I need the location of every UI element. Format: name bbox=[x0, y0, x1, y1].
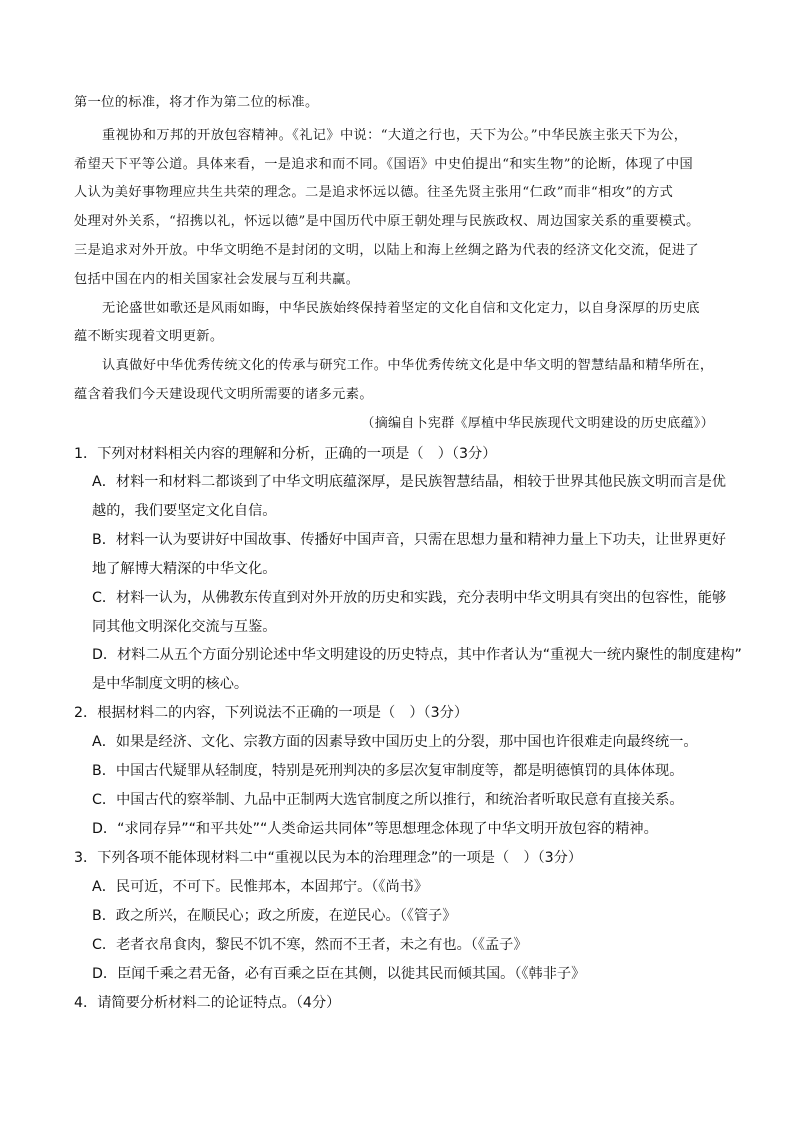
question-1-option-d-cont: 是中华制度文明的核心。 bbox=[92, 676, 249, 692]
question-4-stem: 4．请简要分析材料二的论证特点。（4分） bbox=[74, 995, 341, 1011]
question-1-option-a: A．材料一和材料二都谈到了中华文明底蕴深厚，是民族智慧结晶，相较于世界其他民族文明而言是优 bbox=[92, 474, 726, 490]
question-2-stem: 2．根据材料二的内容，下列说法不正确的一项是（ ）（3分） bbox=[74, 705, 469, 721]
question-2-option-d: D．“求同存异”“和平共处”“人类命运共同体”等思想理念体现了中华文明开放包容的精神。 bbox=[92, 821, 658, 837]
question-3-option-c: C．老者衣帛食肉，黎民不饥不寒，然而不王者，未之有也。（《孟子》 bbox=[92, 937, 528, 953]
passage-source: （摘编自卜宪群《厚植中华民族现代文明建设的历史底蕴》） bbox=[361, 416, 714, 431]
question-3-stem: 3．下列各项不能体现材料二中“重视以民为本的治理理念”的一项是（ ）（3分） bbox=[74, 850, 583, 866]
passage-line: 希望天下平等公道。具体来看，一是追求和而不同。《国语》中史伯提出“和实生物”的论断，体现了中国 bbox=[74, 157, 694, 172]
passage-line: 处理对外关系，“招携以礼，怀远以德”是中国历代中原王朝处理与民族政权、周边国家关系的重要模式。 bbox=[74, 214, 700, 229]
passage-line: 三是追求对外开放。中华文明绝不是封闭的文明，以陆上和海上丝绸之路为代表的经济文化交流，促进了 bbox=[74, 243, 700, 258]
question-2-option-c: C．中国古代的察举制、九品中正制两大选官制度之所以推行，和统治者听取民意有直接关系。 bbox=[92, 792, 684, 808]
question-1-option-d: D．材料二从五个方面分别论述中华文明建设的历史特点，其中作者认为“重视大一统内聚性的制度建构” bbox=[92, 647, 742, 663]
question-1-option-b: B．材料一认为要讲好中国故事、传播好中国声音，只需在思想力量和精神力量上下功夫，让世界更好 bbox=[92, 532, 726, 548]
question-1-option-b-cont: 地了解博大精深的中华文化。 bbox=[92, 561, 277, 577]
passage-line: 认真做好中华优秀传统文化的传承与研究工作。中华优秀传统文化是中华文明的智慧结晶和精华所在， bbox=[102, 358, 714, 373]
question-1-option-a-cont: 越的，我们要坚定文化自信。 bbox=[92, 503, 277, 519]
question-2-option-b: B．中国古代疑罪从轻制度，特别是死刑判决的多层次复审制度等，都是明德慎罚的具体体现。 bbox=[92, 763, 684, 779]
question-3-option-b: B．政之所兴，在顺民心；政之所废，在逆民心。（《管子》 bbox=[92, 908, 457, 924]
question-2-option-a: A．如果是经济、文化、宗教方面的因素导致中国历史上的分裂，那中国也许很难走向最终统一。 bbox=[92, 734, 698, 750]
question-1-stem: 1．下列对材料相关内容的理解和分析，正确的一项是（ ）（3分） bbox=[74, 446, 497, 462]
passage-line: 第一位的标准，将才作为第二位的标准。 bbox=[74, 95, 319, 110]
passage-line: 蕴含着我们今天建设现代文明所需要的诸多元素。 bbox=[74, 387, 373, 402]
question-1-option-c-cont: 同其他文明深化交流与互鉴。 bbox=[92, 619, 277, 635]
question-3-option-a: A．民可近，不可下。民惟邦本，本固邦宁。（《尚书》 bbox=[92, 879, 429, 895]
question-3-option-d: D．臣闻千乘之君无备，必有百乘之臣在其侧，以徙其民而倾其国。（《韩非子》 bbox=[92, 966, 586, 982]
passage-line: 人认为美好事物理应共生共荣的理念。二是追求怀远以德。往圣先贤主张用“仁政”而非“相攻”的方式 bbox=[74, 185, 674, 200]
passage-line: 重视协和万邦的开放包容精神。《礼记》中说：“大道之行也，天下为公。”中华民族主张天下为公， bbox=[102, 128, 688, 143]
passage-line: 无论盛世如歌还是风雨如晦，中华民族始终保持着坚定的文化自信和文化定力，以自身深厚的历史底 bbox=[102, 301, 700, 316]
passage-line: 包括中国在内的相关国家社会发展与互利共赢。 bbox=[74, 272, 360, 287]
question-1-option-c: C．材料一认为，从佛教东传直到对外开放的历史和实践，充分表明中华文明具有突出的包容性，能够 bbox=[92, 590, 727, 606]
passage-line: 蕴不断实现着文明更新。 bbox=[74, 329, 224, 344]
